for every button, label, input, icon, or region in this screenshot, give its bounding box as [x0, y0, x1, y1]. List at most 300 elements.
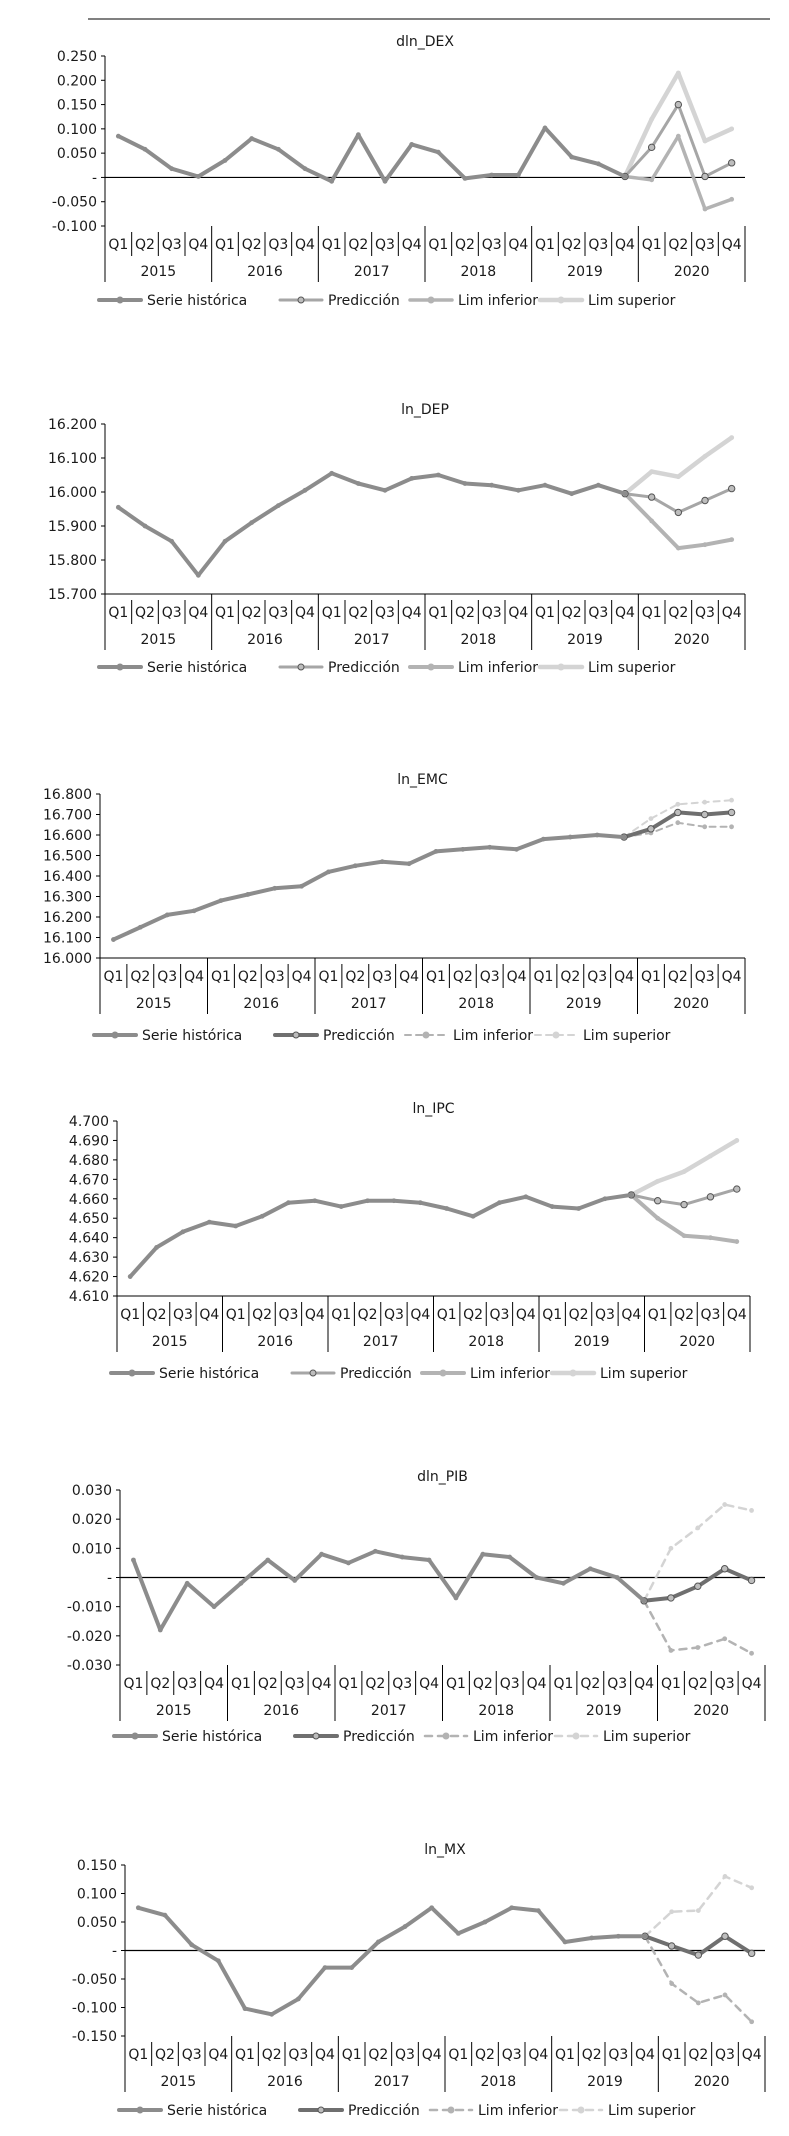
year-label: 2019 [565, 996, 602, 1012]
quarter-label: Q3 [489, 1307, 510, 1323]
data-point [489, 483, 494, 488]
data-point [376, 1940, 381, 1945]
quarter-label: Q2 [345, 969, 366, 985]
quarter-label: Q3 [501, 2047, 522, 2063]
year-label: 2018 [468, 1334, 505, 1350]
data-point [749, 1508, 754, 1513]
data-point [649, 177, 654, 182]
quarter-label: Q4 [508, 237, 529, 253]
quarter-label: Q3 [587, 969, 608, 985]
data-point [729, 435, 734, 440]
y-tick-label: 0.150 [56, 97, 97, 114]
quarter-label: Q4 [526, 1676, 547, 1692]
data-point [216, 1958, 221, 1963]
quarter-label: Q2 [348, 605, 369, 621]
data-point [596, 483, 601, 488]
quarter-label: Q1 [640, 969, 661, 985]
data-point [648, 494, 654, 500]
legend-marker [573, 1733, 579, 1739]
quarter-label: Q2 [688, 2047, 709, 2063]
year-label: 2016 [243, 996, 280, 1012]
quarter-label: Q1 [661, 2047, 682, 2063]
legend-marker [578, 2107, 584, 2113]
data-point [648, 826, 654, 832]
quarter-label: Q1 [103, 969, 124, 985]
legend-marker [570, 1370, 576, 1376]
data-point [265, 1558, 270, 1563]
data-point [323, 1965, 328, 1970]
quarter-label: Q1 [535, 605, 555, 621]
legend-label: Predicción [343, 1729, 415, 1745]
y-tick-label: 16.000 [48, 485, 97, 501]
y-tick-label: 0.030 [71, 1483, 112, 1499]
chart-title: ln_IPC [412, 1101, 455, 1117]
quarter-label: Q2 [241, 237, 262, 253]
data-point [463, 176, 468, 181]
quarter-label: Q2 [130, 969, 151, 985]
quarter-label: Q3 [372, 969, 393, 985]
quarter-label: Q2 [455, 605, 475, 621]
data-point [383, 179, 388, 184]
quarter-label: Q4 [188, 237, 209, 253]
y-tick-label: 15.700 [48, 587, 97, 603]
y-tick-label: 16.200 [43, 910, 92, 926]
legend-marker [448, 2107, 454, 2113]
data-point [695, 1526, 700, 1531]
quarter-label: Q3 [157, 969, 178, 985]
data-point [675, 809, 681, 815]
data-point [655, 1216, 660, 1221]
y-tick-label: -0.030 [66, 1658, 112, 1674]
series-line-Serie histórica [138, 1908, 645, 2015]
y-tick-label: 4.660 [68, 1191, 109, 1208]
quarter-label: Q2 [561, 237, 582, 253]
data-point [303, 166, 308, 171]
data-point [675, 820, 680, 825]
data-point [185, 1581, 190, 1586]
legend-marker [423, 1032, 429, 1038]
quarter-label: Q2 [348, 237, 369, 253]
quarter-label: Q3 [161, 605, 182, 621]
data-point [729, 197, 734, 202]
y-tick-label: 4.700 [68, 1114, 109, 1130]
data-point [616, 1934, 621, 1939]
legend-marker [112, 1032, 118, 1038]
data-point [434, 849, 439, 854]
series-line-Serie histórica [118, 473, 625, 575]
data-point [111, 937, 116, 942]
quarter-label: Q2 [252, 1307, 273, 1323]
data-point [649, 469, 654, 474]
y-tick-label: 16.800 [43, 787, 92, 803]
quarter-label: Q3 [714, 1676, 735, 1692]
data-point [192, 908, 197, 913]
y-tick-label: 0.100 [76, 1886, 117, 1903]
quarter-label: Q3 [479, 969, 500, 985]
y-tick-label: 4.630 [68, 1250, 109, 1267]
quarter-label: Q2 [365, 1676, 386, 1692]
y-tick-label: 15.800 [48, 553, 97, 569]
year-label: 2017 [373, 2074, 410, 2090]
data-point [116, 505, 121, 510]
quarter-label: Q4 [741, 1676, 762, 1692]
quarter-label: Q3 [608, 2047, 629, 2063]
data-point [514, 847, 519, 852]
legend-marker [129, 1370, 135, 1376]
data-point [734, 1239, 739, 1244]
quarter-label: Q3 [392, 1676, 413, 1692]
quarter-label: Q1 [128, 2047, 149, 2063]
legend-label: Lim superior [600, 1366, 688, 1382]
y-tick-label: -0.010 [66, 1599, 112, 1616]
legend-label: Predicción [323, 1028, 395, 1044]
y-tick-label: -0.050 [51, 194, 97, 211]
quarter-label: Q3 [284, 1676, 305, 1692]
quarter-label: Q1 [436, 1307, 457, 1323]
quarter-label: Q1 [321, 605, 342, 621]
quarter-label: Q1 [230, 1676, 251, 1692]
data-point [169, 539, 174, 544]
data-point [550, 1204, 555, 1209]
data-point [260, 1214, 265, 1219]
quarter-label: Q3 [278, 1307, 299, 1323]
quarter-label: Q1 [542, 1307, 563, 1323]
quarter-label: Q4 [401, 237, 422, 253]
chart-title: dln_DEX [396, 34, 454, 50]
quarter-label: Q4 [721, 969, 742, 985]
legend-marker [428, 664, 434, 670]
quarter-label: Q4 [621, 1307, 642, 1323]
quarter-label: Q3 [694, 969, 715, 985]
data-point [189, 1942, 194, 1947]
data-point [722, 1502, 727, 1507]
year-label: 2016 [247, 264, 283, 280]
year-label: 2020 [679, 1334, 716, 1350]
legend-marker [117, 297, 123, 303]
quarter-label: Q3 [264, 969, 285, 985]
data-point [409, 476, 414, 481]
data-point [723, 1874, 728, 1879]
data-point [536, 1908, 541, 1913]
data-point [595, 833, 600, 838]
quarter-label: Q4 [615, 237, 635, 253]
data-point [541, 837, 546, 842]
quarter-label: Q4 [184, 969, 205, 985]
data-point [212, 1604, 217, 1609]
data-point [349, 1965, 354, 1970]
data-point [723, 1993, 728, 1998]
year-label: 2018 [478, 1703, 515, 1719]
quarter-label: Q1 [553, 1676, 574, 1692]
data-point [286, 1200, 291, 1205]
quarter-label: Q4 [726, 1307, 747, 1323]
year-label: 2017 [370, 1703, 407, 1719]
data-point [703, 542, 708, 547]
quarter-label: Q3 [695, 237, 715, 253]
quarter-label: Q4 [291, 969, 312, 985]
data-point [669, 1648, 674, 1653]
data-point [748, 1950, 754, 1956]
data-point [721, 1566, 727, 1572]
data-point [272, 886, 277, 891]
data-point [509, 1905, 514, 1910]
quarter-label: Q4 [419, 1676, 440, 1692]
data-point [649, 117, 654, 122]
data-point [654, 1198, 660, 1204]
quarter-label: Q3 [395, 2047, 415, 2063]
data-point [353, 863, 358, 868]
year-label: 2020 [693, 2074, 730, 2090]
data-point [444, 1206, 449, 1211]
data-point [245, 892, 250, 897]
data-point [116, 134, 121, 139]
data-point [296, 1997, 301, 2002]
data-point [702, 497, 708, 503]
quarter-label: Q4 [295, 237, 315, 253]
data-point [380, 859, 385, 864]
data-point [681, 1201, 687, 1207]
quarter-label: Q3 [177, 1676, 198, 1692]
quarter-label: Q4 [204, 1676, 225, 1692]
data-point [276, 147, 281, 152]
quarter-label: Q1 [445, 1676, 466, 1692]
y-tick-label: 16.400 [43, 869, 92, 885]
data-point [233, 1224, 238, 1229]
quarter-label: Q1 [120, 1307, 141, 1323]
y-tick-label: 4.650 [68, 1211, 109, 1228]
quarter-label: Q2 [241, 605, 262, 621]
quarter-label: Q1 [647, 1307, 668, 1323]
data-point [356, 132, 361, 137]
quarter-label: Q2 [581, 2047, 602, 2063]
quarter-label: Q1 [338, 1676, 359, 1692]
legend-label: Lim inferior [453, 1028, 534, 1044]
year-label: 2020 [673, 996, 710, 1012]
series-line-Lim superior [631, 1140, 737, 1195]
data-point [128, 1274, 133, 1279]
data-point [676, 134, 681, 139]
legend-label: Lim superior [603, 1729, 691, 1745]
y-tick-label: 0.100 [56, 121, 97, 138]
data-point [623, 491, 628, 496]
data-point [346, 1561, 351, 1566]
data-point [569, 155, 574, 160]
quarter-label: Q2 [463, 1307, 484, 1323]
quarter-label: Q1 [215, 605, 235, 621]
legend-label: Predicción [328, 660, 400, 676]
quarter-label: Q4 [421, 2047, 442, 2063]
data-point [400, 1555, 405, 1560]
data-point [249, 520, 254, 525]
data-point [648, 144, 654, 150]
data-point [292, 1578, 297, 1583]
quarter-label: Q4 [410, 1307, 431, 1323]
data-point [675, 101, 681, 107]
quarter-label: Q3 [499, 1676, 520, 1692]
year-label: 2015 [160, 2074, 197, 2090]
legend-label: Serie histórica [159, 1366, 260, 1382]
series-line-Lim superior [625, 438, 732, 494]
data-point [749, 1651, 754, 1656]
quarter-label: Q4 [401, 605, 422, 621]
data-point [383, 488, 388, 493]
data-point [669, 1546, 674, 1551]
data-point [682, 1233, 687, 1238]
data-point [373, 1549, 378, 1554]
y-tick-label: 0.250 [56, 49, 97, 65]
chart-title: ln_DEP [401, 402, 449, 418]
quarter-label: Q3 [268, 237, 289, 253]
quarter-label: Q1 [108, 605, 129, 621]
legend-label: Lim superior [608, 2103, 696, 2119]
data-point [589, 1936, 594, 1941]
y-tick-label: 0.200 [56, 73, 97, 90]
y-tick-label: -0.100 [71, 2000, 117, 2017]
data-point [734, 1138, 739, 1143]
data-point [708, 1235, 713, 1240]
data-point [596, 161, 601, 166]
data-point [728, 160, 734, 166]
y-tick-label: 4.680 [68, 1152, 109, 1169]
chart-ln_IPC [69, 1101, 750, 1382]
legend-marker [313, 1733, 319, 1739]
quarter-label: Q2 [568, 1307, 589, 1323]
data-point [748, 1577, 754, 1583]
data-point [158, 1628, 163, 1633]
quarter-label: Q2 [668, 605, 689, 621]
data-point [299, 884, 304, 889]
quarter-label: Q2 [135, 605, 155, 621]
data-point [356, 481, 361, 486]
data-point [749, 1885, 754, 1890]
quarter-label: Q4 [199, 1307, 220, 1323]
legend-label: Predicción [348, 2103, 420, 2119]
quarter-label: Q1 [321, 237, 342, 253]
data-point [339, 1204, 344, 1209]
y-tick-label: -0.100 [51, 219, 97, 235]
legend-label: Lim superior [588, 293, 676, 309]
data-point [523, 1194, 528, 1199]
data-point [163, 1913, 168, 1918]
year-label: 2019 [567, 632, 603, 648]
legend-marker [558, 664, 564, 670]
quarter-label: Q1 [660, 1676, 681, 1692]
year-label: 2016 [247, 632, 283, 648]
y-tick-label: - [91, 170, 97, 187]
data-point [722, 1636, 727, 1641]
legend-marker [132, 1733, 138, 1739]
quarter-label: Q3 [383, 1307, 404, 1323]
data-point [454, 1596, 459, 1601]
data-point [695, 1645, 700, 1650]
chart-ln_DEP [48, 402, 745, 676]
data-point [603, 1196, 608, 1201]
chart-title: ln_EMC [397, 772, 448, 788]
data-point [703, 139, 708, 144]
year-label: 2015 [135, 996, 172, 1012]
quarter-label: Q2 [150, 1676, 171, 1692]
quarter-label: Q1 [108, 237, 129, 253]
chart-title: dln_PIB [417, 1469, 468, 1485]
y-tick-label: 16.300 [43, 889, 92, 906]
y-tick-label: - [111, 1943, 117, 1960]
quarter-label: Q1 [235, 2047, 255, 2063]
year-label: 2019 [585, 1703, 622, 1719]
legend-marker [117, 664, 123, 670]
data-point [207, 1220, 212, 1225]
y-tick-label: 16.200 [48, 417, 97, 433]
quarter-label: Q3 [172, 1307, 193, 1323]
quarter-label: Q1 [428, 237, 449, 253]
data-point [483, 1920, 488, 1925]
year-label: 2019 [573, 1334, 610, 1350]
data-point [668, 1943, 674, 1949]
data-point [456, 1931, 461, 1936]
quarter-label: Q1 [428, 605, 449, 621]
data-point [329, 471, 334, 476]
y-tick-label: -0.050 [71, 1972, 117, 1988]
legend-marker [443, 1733, 449, 1739]
quarter-label: Q4 [315, 2047, 335, 2063]
quarter-label: Q1 [123, 1676, 144, 1692]
y-tick-label: 16.100 [48, 451, 97, 467]
data-point [138, 925, 143, 930]
data-point [734, 1186, 740, 1192]
quarter-label: Q2 [560, 969, 581, 985]
data-point [643, 1934, 648, 1939]
legend-label: Lim inferior [458, 660, 539, 676]
data-point [131, 1558, 136, 1563]
data-point [223, 539, 228, 544]
year-label: 2017 [353, 264, 390, 280]
series-line-Serie histórica [113, 835, 624, 940]
quarter-label: Q1 [533, 969, 554, 985]
chart-title: ln_MX [424, 1842, 466, 1858]
data-point [563, 1940, 568, 1945]
data-point [622, 835, 627, 840]
quarter-label: Q1 [448, 2047, 469, 2063]
quarter-label: Q2 [687, 1676, 708, 1692]
year-label: 2020 [673, 264, 710, 280]
quarter-label: Q3 [288, 2047, 309, 2063]
quarter-label: Q2 [561, 605, 582, 621]
data-point [728, 485, 734, 491]
data-point [165, 913, 170, 918]
quarter-label: Q4 [208, 2047, 229, 2063]
quarter-label: Q1 [341, 2047, 362, 2063]
quarter-label: Q1 [641, 237, 662, 253]
data-point [588, 1566, 593, 1571]
quarter-label: Q1 [535, 237, 555, 253]
year-label: 2015 [140, 264, 177, 280]
data-point [436, 473, 441, 478]
quarter-label: Q2 [368, 2047, 389, 2063]
quarter-label: Q3 [481, 605, 502, 621]
data-point [403, 1924, 408, 1929]
data-point [269, 2012, 274, 2017]
y-tick-label: 4.620 [68, 1269, 109, 1286]
chart-dln_PIB [67, 1469, 765, 1745]
data-point [489, 173, 494, 178]
quarter-label: Q2 [155, 2047, 175, 2063]
data-point [676, 474, 681, 479]
quarter-label: Q1 [225, 1307, 246, 1323]
data-point [143, 147, 148, 152]
chart-dln_DEX [52, 34, 745, 309]
quarter-label: Q2 [237, 969, 258, 985]
legend-marker [440, 1370, 446, 1376]
legend-label: Lim inferior [458, 293, 539, 309]
